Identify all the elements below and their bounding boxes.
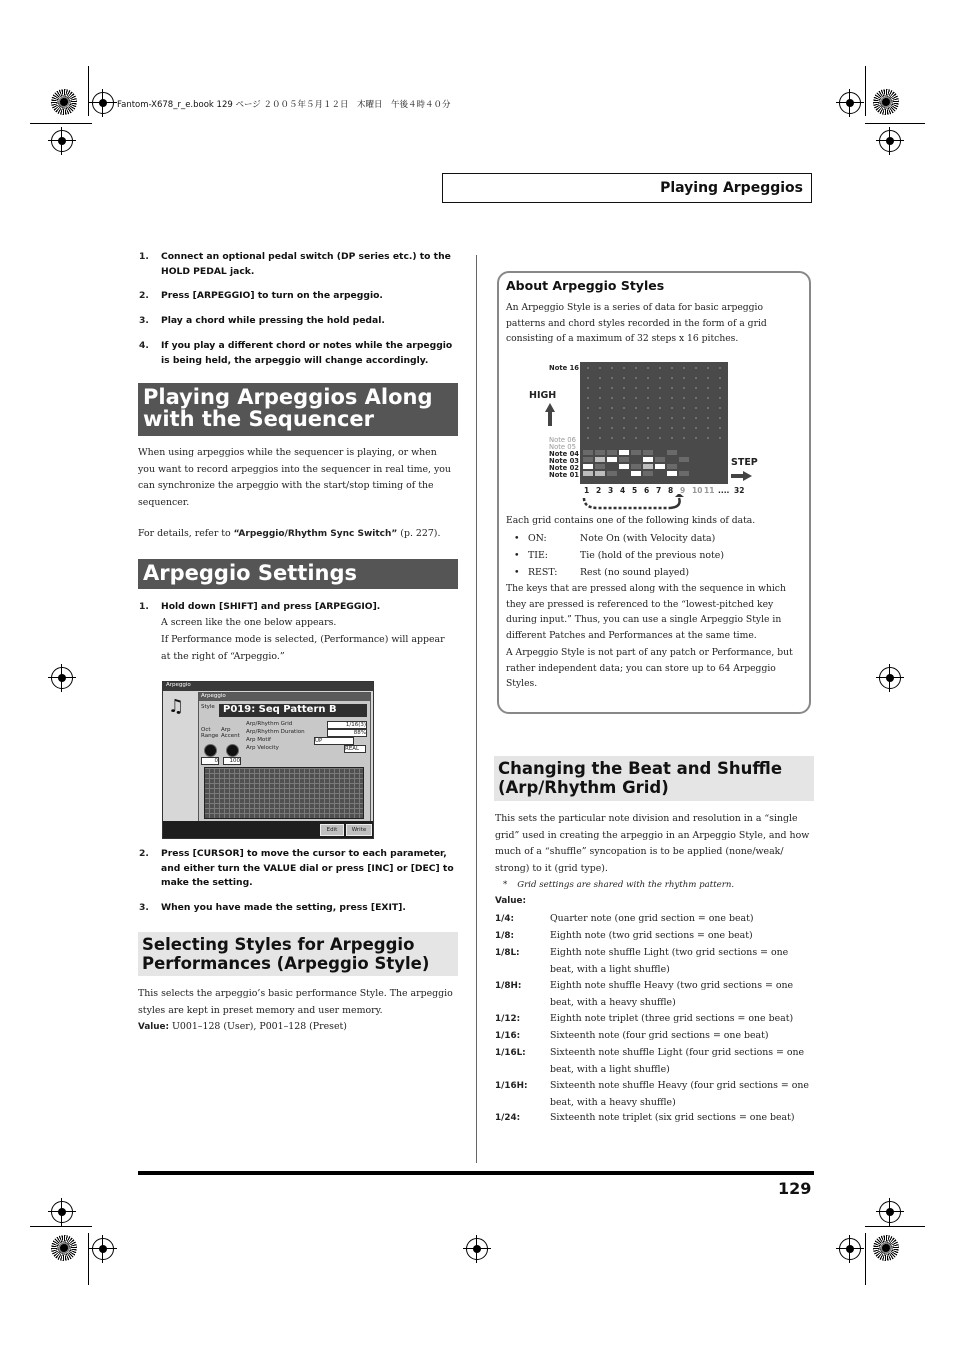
- value-label: Value:: [138, 1022, 170, 1032]
- step-number: 3.: [139, 315, 149, 326]
- column-divider: [476, 255, 477, 1163]
- value-desc: Sixteenth note shuffle Heavy (four grid sections = one beat, with a heavy shuffle): [550, 1080, 809, 1108]
- styles-value: [138, 1019, 456, 1036]
- step-text: Play a chord while pressing the hold pedal.: [161, 315, 385, 326]
- bullet-desc: Note On (with Velocity data): [580, 533, 716, 544]
- value-desc: Eighth note triplet (three grid sections = one beat): [550, 1013, 794, 1024]
- heading-text: Arpeggio Settings: [143, 561, 358, 585]
- up-arrow-shaft: [548, 411, 552, 426]
- style-label: Style: [201, 704, 215, 710]
- value-key: 1/16:: [495, 1031, 521, 1041]
- screen-logo-icon: ♫: [168, 696, 185, 717]
- step-dots: ....: [718, 486, 730, 495]
- screen-footer: [163, 821, 373, 838]
- value-key: 1/4:: [495, 914, 514, 924]
- screen-panel: [198, 692, 371, 822]
- value-desc: Sixteenth note (four grid sections = one beat): [550, 1030, 769, 1041]
- value-key: 1/16L:: [495, 1048, 526, 1058]
- heading-selecting-styles: [138, 932, 458, 976]
- knob-value: 100: [223, 757, 241, 765]
- value-row: [495, 1110, 815, 1127]
- style-value: P019: Seq Pattern B: [223, 704, 337, 715]
- step-number: 3.: [139, 902, 149, 913]
- step-text: Press [CURSOR] to move the cursor to each parameter, and either turn the VALUE dial or press [INC] or [DEC] to make the setting.: [161, 848, 454, 888]
- step-number-label: 2: [596, 486, 602, 495]
- note-label: Note 01: [549, 471, 580, 479]
- param-label: Arp Motif: [246, 737, 271, 743]
- grid-note: [503, 878, 803, 892]
- note-label: Note 03: [549, 457, 580, 465]
- crosshair-mark-icon: [51, 1201, 73, 1223]
- edit-button[interactable]: Edit: [320, 824, 344, 836]
- about-paragraph: The keys that are pressed along with the sequence in which they are pressed is referenced to the “lowest-pitched key during input.” Thus, you can use a single Arpeggio Style in different Patches and Performances at the same time.: [506, 583, 786, 641]
- crosshair-mark-icon: [51, 667, 73, 689]
- value-key: 1/12:: [495, 1014, 521, 1024]
- step-number-label: 11: [704, 486, 715, 495]
- note-label-light: Note 05: [549, 443, 576, 451]
- heading-changing-beat: [494, 756, 814, 801]
- screen-pattern-grid[interactable]: [204, 767, 364, 819]
- crosshair-mark-icon: [51, 130, 73, 152]
- print-header-line: Fantom-X678_r_e.book 129 ページ ２００５年５月１２日 木曜日 午後４時４０分: [117, 100, 451, 110]
- heading-arpeggio-settings: [138, 559, 458, 589]
- high-label: HIGH: [529, 390, 557, 401]
- oct-range-knob-icon[interactable]: [204, 744, 217, 757]
- param-label: Arp/Rhythm Duration: [246, 729, 305, 735]
- value-desc: Quarter note (one grid section = one beat): [550, 913, 754, 924]
- value-key: 1/8:: [495, 931, 514, 941]
- about-paragraph: A Arpeggio Style is not part of any patch or Performance, but rather independent data; you can store up to 64 Arpeggio Styles.: [506, 647, 793, 689]
- value-desc: Sixteenth note shuffle Light (four grid sections = one beat, with a light shuffle): [550, 1047, 805, 1075]
- step-number-label: 10: [692, 486, 703, 495]
- section-header-title: Playing Arpeggios: [660, 180, 803, 196]
- registration-target-icon: [873, 1235, 899, 1261]
- about-styles-title: About Arpeggio Styles: [506, 278, 665, 293]
- value-row: [495, 1011, 815, 1028]
- value-desc: Eighth note shuffle Heavy (two grid sections = one beat, with a heavy shuffle): [550, 980, 794, 1008]
- details-suffix: (p. 227).: [397, 528, 441, 539]
- step-text: Press [ARPEGGIO] to turn on the arpeggio.: [161, 290, 383, 301]
- value-row: [495, 945, 815, 978]
- step-text: Hold down [SHIFT] and press [ARPEGGIO].: [161, 601, 381, 612]
- value-key: 1/16H:: [495, 1081, 528, 1091]
- heading-text: Selecting Styles for Arpeggio Performances (Arpeggio Style): [142, 935, 430, 973]
- step-number-label: 7: [656, 486, 662, 495]
- heading-text: Changing the Beat and Shuffle (Arp/Rhythm Grid): [498, 759, 783, 797]
- value-key: 1/8H:: [495, 981, 522, 991]
- footer-rule: [138, 1171, 814, 1175]
- crosshair-mark-icon: [92, 1238, 114, 1260]
- step-number: 1.: [139, 251, 149, 262]
- registration-target-icon: [51, 89, 77, 115]
- section-header-box: [442, 173, 812, 203]
- step-number-label: 32: [734, 486, 745, 495]
- step-number-label: 5: [632, 486, 638, 495]
- bullet-key: REST:: [528, 567, 558, 578]
- paragraph-details: [138, 526, 456, 543]
- knob-label: Oct Range: [201, 727, 219, 739]
- step-number: 1.: [139, 601, 149, 612]
- crosshair-mark-icon: [466, 1238, 488, 1260]
- step-detail: If Performance mode is selected, (Performance) will appear at the right of “Arpeggio.”: [161, 634, 445, 662]
- bullet-desc: Tie (hold of the previous note): [580, 550, 724, 561]
- screen-titlebar: [163, 682, 373, 691]
- step-number-label: 6: [644, 486, 650, 495]
- bullet-key: TIE:: [528, 550, 548, 561]
- loop-arrow-icon: [578, 494, 688, 512]
- details-prefix: For details, refer to: [138, 528, 234, 539]
- grid-value-label: Value:: [495, 896, 527, 906]
- step-number: 2.: [139, 290, 149, 301]
- step-number-label: 8: [668, 486, 674, 495]
- heading-text: Playing Arpeggios Along with the Sequencer: [143, 385, 433, 431]
- step-number: 4.: [139, 340, 149, 351]
- crosshair-mark-icon: [839, 92, 861, 114]
- bullet-desc: Rest (no sound played): [580, 567, 690, 578]
- crosshair-mark-icon: [879, 667, 901, 689]
- step-number: 2.: [139, 848, 149, 859]
- value-desc: Eighth note (two grid sections = one beat): [550, 930, 753, 941]
- value-row: [495, 1078, 815, 1111]
- param-value[interactable]: UP: [314, 737, 354, 745]
- page-number: 129: [778, 1179, 812, 1198]
- param-value[interactable]: 1/16(3): [327, 721, 367, 729]
- value-row: [495, 928, 815, 945]
- value-text: U001–128 (User), P001–128 (Preset): [169, 1021, 347, 1032]
- arpeggio-screen: [162, 681, 374, 839]
- note16-label: Note 16: [549, 364, 580, 372]
- step-number-label: 4: [620, 486, 626, 495]
- about-paragraph: Each grid contains one of the following kinds of data.: [506, 515, 756, 526]
- heading-playing-with-sequencer: [138, 383, 458, 436]
- step-text: When you have made the setting, press [EXIT].: [161, 902, 406, 913]
- right-arrow-icon: [743, 471, 752, 481]
- step-number-label: 1: [584, 486, 590, 495]
- value-row: [495, 1028, 815, 1045]
- param-value[interactable]: REAL: [344, 745, 366, 753]
- value-desc: Sixteenth note triplet (six grid sections = one beat): [550, 1112, 795, 1123]
- note-label: Note 02: [549, 464, 580, 472]
- crosshair-mark-icon: [879, 130, 901, 152]
- bullet-key: ON:: [528, 533, 547, 544]
- screen-tab[interactable]: [199, 693, 370, 701]
- value-row: [495, 911, 815, 928]
- param-label: Arp Velocity: [246, 745, 279, 751]
- write-button[interactable]: Write: [346, 824, 372, 836]
- param-label: Arp/Rhythm Grid: [246, 721, 293, 727]
- value-row: [495, 1045, 815, 1078]
- step-detail: A screen like the one below appears.: [161, 617, 337, 628]
- crosshair-mark-icon: [92, 92, 114, 114]
- value-key: 1/8L:: [495, 948, 520, 958]
- step-number-label: 3: [608, 486, 614, 495]
- step-number-label: 9: [680, 486, 686, 495]
- value-row: [495, 978, 815, 1011]
- screen-title: Arpeggio: [166, 682, 191, 688]
- arp-accent-knob-icon[interactable]: [226, 744, 239, 757]
- note-text: Grid settings are shared with the rhythm pattern.: [517, 880, 735, 890]
- registration-target-icon: [51, 1235, 77, 1261]
- paragraph-styles: This selects the arpeggio’s basic performance Style. The arpeggio styles are kept in preset memory and user memory.: [138, 988, 453, 1016]
- value-key: 1/24:: [495, 1113, 521, 1123]
- pattern-grid: [580, 362, 728, 484]
- step-text: If you play a different chord or notes while the arpeggio is being held, the arpeggio will change accordingly.: [161, 340, 453, 366]
- knob-label: Arp Accent: [221, 727, 240, 739]
- note-label: Note 04: [549, 450, 580, 458]
- crosshair-mark-icon: [879, 1201, 901, 1223]
- details-link[interactable]: “Arpeggio/Rhythm Sync Switch”: [233, 529, 398, 539]
- paragraph-sequencer: When using arpeggios while the sequencer is playing, or when you want to record arpeggios into the sequencer in real time, you can synchronize the arpeggio with the start/stop timing of the sequencer.: [138, 447, 451, 508]
- note-mark: *: [503, 880, 508, 890]
- style-value-field[interactable]: [219, 704, 367, 717]
- param-value[interactable]: 88%: [327, 729, 367, 737]
- value-desc: Eighth note shuffle Light (two grid sections = one beat, with a light shuffle): [550, 947, 789, 975]
- paragraph-grid: This sets the particular note division and resolution in a “single grid” used in creating the arpeggio in an Arpeggio Style, and how much of a “shuffle” syncopation is to be applied (none/weak/ strong) to it (grid type).: [495, 813, 810, 874]
- note-label-light: Note 06: [549, 436, 576, 444]
- knob-value: 0: [201, 757, 219, 765]
- about-paragraph: An Arpeggio Style is a series of data for basic arpeggio patterns and chord styles recorded in the form of a grid consisting of a maximum of 32 steps x 16 pitches.: [506, 302, 767, 344]
- screen-tab-label: Arpeggio: [201, 693, 226, 699]
- crosshair-mark-icon: [839, 1238, 861, 1260]
- step-label: STEP: [731, 457, 758, 468]
- step-text: Connect an optional pedal switch (DP series etc.) to the HOLD PEDAL jack.: [161, 251, 451, 277]
- registration-target-icon: [873, 89, 899, 115]
